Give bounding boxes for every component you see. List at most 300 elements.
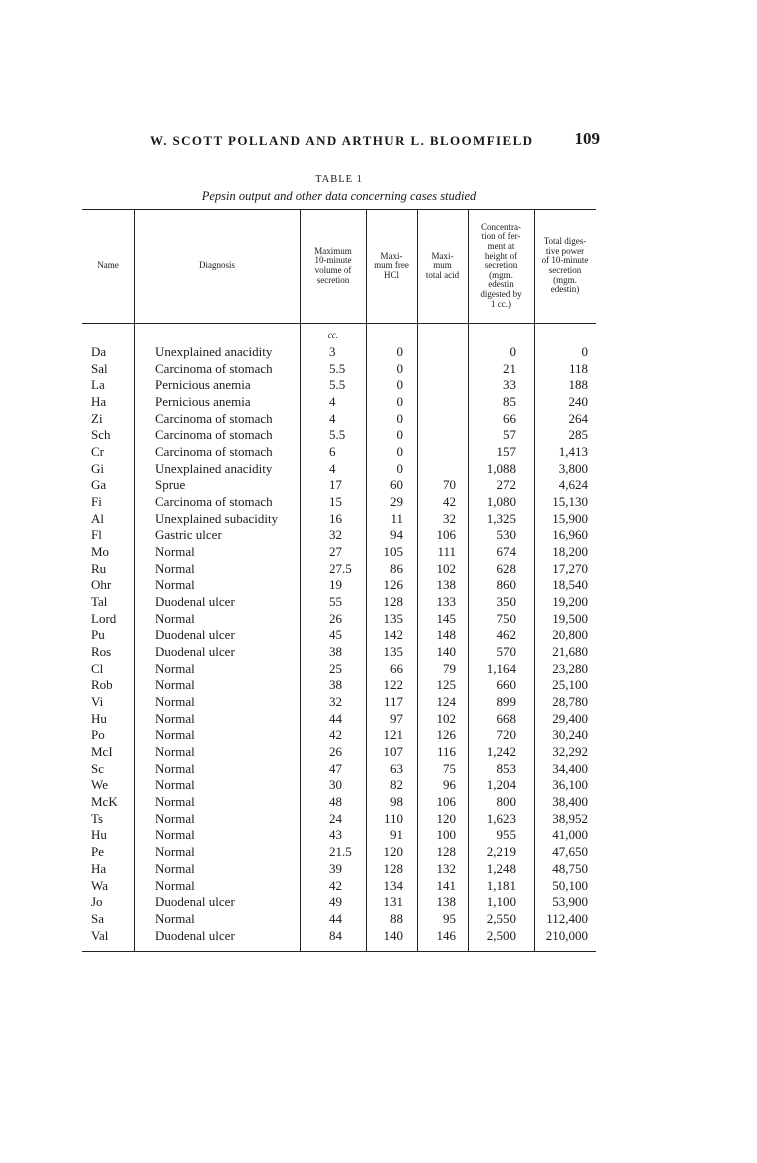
cell-concentration: 1,181	[486, 877, 516, 893]
table-row	[82, 911, 596, 928]
header-line: Maxi-	[380, 250, 403, 261]
cell-free-hcl: 140	[383, 927, 403, 943]
cell-concentration: 1,325	[486, 510, 516, 526]
header-line: tion of fer-	[481, 231, 521, 242]
cell-total-power: 240	[568, 394, 588, 410]
cell-free-hcl: 120	[383, 844, 403, 860]
cell-total-power: 32,292	[552, 744, 588, 760]
cell-diagnosis: Normal	[155, 877, 195, 893]
cell-volume: 42	[329, 727, 342, 743]
cell-total-power: 19,200	[552, 594, 588, 610]
cell-total-power: 38,952	[552, 810, 588, 826]
table-label: TABLE 1	[315, 174, 363, 185]
cell-diagnosis: Normal	[155, 694, 195, 710]
running-head-authors: W. SCOTT POLLAND AND ARTHUR L. BLOOMFIELD	[150, 133, 534, 148]
table-row	[82, 461, 596, 478]
cell-name: Hu	[91, 827, 107, 843]
header-total-power	[534, 209, 596, 323]
table-row	[82, 744, 596, 761]
header-line: of 10-minute	[541, 255, 589, 266]
table-row	[82, 727, 596, 744]
cell-concentration: 2,500	[486, 927, 516, 943]
cell-total-power: 20,800	[552, 627, 588, 643]
cell-diagnosis: Normal	[155, 744, 195, 760]
header-concentration	[468, 209, 534, 323]
cell-free-hcl: 0	[396, 377, 403, 393]
cell-concentration: 1,204	[486, 777, 516, 793]
cell-free-hcl: 82	[390, 777, 403, 793]
cell-free-hcl: 98	[390, 794, 403, 810]
cell-diagnosis: Carcinoma of stomach	[155, 427, 273, 443]
cell-concentration: 674	[496, 544, 516, 560]
cell-free-hcl: 0	[396, 427, 403, 443]
cell-name: Pu	[91, 627, 105, 643]
table-caption: Pepsin output and other data concerning cases studied	[201, 189, 477, 203]
cell-concentration: 530	[496, 527, 516, 543]
cell-name: Val	[91, 927, 109, 943]
cell-diagnosis: Normal	[155, 910, 195, 926]
cell-volume: 27.5	[329, 560, 352, 576]
table-row	[82, 377, 596, 394]
cell-name: Po	[91, 727, 105, 743]
cell-volume: 84	[329, 927, 342, 943]
cell-concentration: 1,242	[486, 744, 516, 760]
cell-total-acid: 42	[443, 494, 456, 510]
cell-name: Ts	[91, 810, 104, 826]
table-row	[82, 477, 596, 494]
cell-free-hcl: 66	[390, 660, 403, 676]
header-line: Name	[97, 260, 119, 271]
header-line: digested by	[480, 288, 522, 299]
cell-concentration: 1,623	[486, 810, 516, 826]
cell-total-acid: 140	[436, 644, 456, 660]
cell-free-hcl: 142	[383, 627, 403, 643]
cell-volume: 26	[329, 744, 342, 760]
cell-name: Sc	[91, 760, 104, 776]
cell-total-acid: 102	[436, 710, 456, 726]
cell-free-hcl: 134	[383, 877, 403, 893]
cell-total-power: 38,400	[552, 794, 588, 810]
cell-total-power: 285	[568, 427, 588, 443]
header-line: tive power	[545, 245, 585, 256]
cell-concentration: 66	[503, 410, 516, 426]
cell-volume: 5.5	[329, 377, 346, 393]
cell-concentration: 660	[496, 677, 516, 693]
cell-concentration: 0	[509, 344, 516, 359]
cell-name: Vi	[91, 694, 104, 710]
cell-total-acid: 146	[436, 927, 456, 943]
header-line: Maximum	[314, 245, 352, 256]
cell-total-acid: 95	[443, 910, 456, 926]
cell-total-power: 4,624	[558, 477, 588, 493]
table-row	[82, 844, 596, 861]
cell-name: Ohr	[91, 577, 112, 593]
cell-total-power: 36,100	[552, 777, 588, 793]
cell-total-acid: 138	[436, 894, 456, 910]
running-head	[150, 131, 600, 151]
cell-free-hcl: 0	[396, 394, 403, 410]
cell-total-power: 210,000	[545, 927, 588, 943]
cell-diagnosis: Duodenal ulcer	[155, 627, 235, 643]
cell-diagnosis: Carcinoma of stomach	[155, 360, 273, 376]
table-row	[82, 361, 596, 378]
cell-name: McK	[91, 794, 118, 810]
cell-concentration: 1,248	[486, 860, 516, 876]
cell-name: Ru	[91, 560, 107, 576]
table-row	[82, 411, 596, 428]
cell-total-acid: 128	[436, 844, 456, 860]
cell-diagnosis: Unexplained anacidity	[155, 344, 273, 359]
table-row	[82, 444, 596, 461]
header-diagnosis	[134, 209, 300, 323]
table-row	[82, 811, 596, 828]
cell-diagnosis: Normal	[155, 677, 195, 693]
cell-name: La	[91, 377, 105, 393]
cell-volume: 4	[329, 394, 336, 410]
cell-free-hcl: 117	[383, 694, 403, 710]
cell-diagnosis: Pernicious anemia	[155, 394, 251, 410]
cell-name: Ha	[91, 860, 107, 876]
cell-total-power: 264	[568, 410, 588, 426]
header-line: edestin	[488, 279, 514, 290]
cell-volume: 39	[329, 860, 342, 876]
cell-diagnosis: Normal	[155, 760, 195, 776]
cell-volume: 15	[329, 494, 342, 510]
cell-volume: 42	[329, 877, 342, 893]
cell-diagnosis: Duodenal ulcer	[155, 894, 235, 910]
cell-free-hcl: 29	[390, 494, 403, 510]
cell-concentration: 853	[496, 760, 516, 776]
cell-total-power: 34,400	[552, 760, 588, 776]
table-row	[82, 627, 596, 644]
cell-total-power: 18,200	[552, 544, 588, 560]
table-row	[82, 694, 596, 711]
cell-diagnosis: Normal	[155, 860, 195, 876]
cell-diagnosis: Normal	[155, 794, 195, 810]
cell-diagnosis: Carcinoma of stomach	[155, 444, 273, 460]
cell-total-power: 28,780	[552, 694, 588, 710]
header-line: volume of	[314, 265, 352, 275]
cell-free-hcl: 131	[383, 894, 403, 910]
cell-free-hcl: 0	[396, 344, 403, 359]
cell-concentration: 668	[496, 710, 516, 726]
cell-total-acid: 141	[436, 877, 456, 893]
cell-diagnosis: Gastric ulcer	[155, 527, 222, 543]
cell-volume: 49	[329, 894, 342, 910]
cell-name: Lord	[91, 610, 117, 626]
cell-total-acid: 96	[443, 777, 456, 793]
cell-free-hcl: 11	[390, 510, 403, 526]
cell-diagnosis: Duodenal ulcer	[155, 644, 235, 660]
cell-total-power: 17,270	[552, 560, 588, 576]
cell-name: Ga	[91, 477, 107, 493]
cell-volume: 38	[329, 644, 342, 660]
cell-total-power: 25,100	[552, 677, 588, 693]
cell-diagnosis: Normal	[155, 610, 195, 626]
cell-free-hcl: 122	[383, 677, 403, 693]
cell-volume: 5.5	[329, 360, 346, 376]
cell-total-acid: 133	[436, 594, 456, 610]
table-header-rule	[82, 323, 596, 324]
cell-total-acid: 32	[443, 510, 456, 526]
cell-concentration: 33	[503, 377, 516, 393]
cell-volume: 27	[329, 544, 342, 560]
cell-free-hcl: 128	[383, 860, 403, 876]
table-row	[82, 527, 596, 544]
table-row	[82, 494, 596, 511]
header-line: ment at	[487, 241, 515, 252]
cell-diagnosis: Normal	[155, 727, 195, 743]
cell-total-power: 112,400	[546, 910, 588, 926]
cell-volume: 47	[329, 760, 342, 776]
cell-total-power: 29,400	[552, 710, 588, 726]
cell-free-hcl: 135	[383, 610, 403, 626]
cell-name: Fi	[91, 494, 102, 510]
cell-name: Ha	[91, 394, 107, 410]
cell-concentration: 628	[496, 560, 516, 576]
table-row	[82, 677, 596, 694]
cell-free-hcl: 0	[396, 360, 403, 376]
header-line: Total diges-	[543, 236, 587, 247]
header-line: total acid	[425, 269, 460, 280]
header-line: secretion	[316, 274, 350, 285]
cell-free-hcl: 60	[390, 477, 403, 493]
cell-name: Sch	[91, 427, 111, 443]
cell-name: Cr	[91, 444, 104, 460]
cell-concentration: 272	[496, 477, 516, 493]
table-row	[82, 644, 596, 661]
cell-name: Jo	[91, 894, 103, 910]
header-line: secretion	[484, 260, 518, 271]
cell-free-hcl: 0	[396, 444, 403, 460]
cell-concentration: 1,080	[486, 494, 516, 510]
cell-total-power: 50,100	[552, 877, 588, 893]
header-line: 10-minute	[314, 255, 352, 266]
cell-total-power: 16,960	[552, 527, 588, 543]
cell-total-power: 48,750	[552, 860, 588, 876]
cell-total-acid: 75	[443, 760, 456, 776]
cell-name: We	[91, 777, 108, 793]
table-row	[82, 344, 596, 361]
header-name	[82, 209, 134, 323]
cell-concentration: 21	[503, 360, 516, 376]
header-line: Diagnosis	[199, 260, 235, 271]
cell-name: Rob	[91, 677, 113, 693]
cell-concentration: 2,219	[486, 844, 516, 860]
cell-total-acid: 125	[436, 677, 456, 693]
cell-free-hcl: 94	[390, 527, 403, 543]
cell-total-acid: 100	[436, 827, 456, 843]
cell-free-hcl: 135	[383, 644, 403, 660]
header-line: height of	[484, 250, 518, 261]
cell-diagnosis: Normal	[155, 544, 195, 560]
cell-volume: 4	[329, 460, 336, 476]
cell-diagnosis: Carcinoma of stomach	[155, 410, 273, 426]
table-row	[82, 861, 596, 878]
cell-volume: 26	[329, 610, 342, 626]
cell-total-acid: 70	[443, 477, 456, 493]
cell-total-power: 3,800	[558, 460, 588, 476]
cell-concentration: 570	[496, 644, 516, 660]
header-line: HCl	[383, 269, 399, 280]
cell-total-power: 47,650	[552, 844, 588, 860]
header-line: edestin)	[550, 284, 580, 295]
cell-volume: 24	[329, 810, 342, 826]
cell-concentration: 720	[496, 727, 516, 743]
cell-volume: 25	[329, 660, 342, 676]
cell-volume: 19	[329, 577, 342, 593]
cell-name: Al	[91, 510, 104, 526]
cell-volume: 32	[329, 694, 342, 710]
header-total-acid	[417, 209, 468, 323]
cell-name: Fl	[91, 527, 102, 543]
cell-name: McI	[91, 744, 113, 760]
cell-volume: 6	[329, 444, 336, 460]
table-row	[82, 794, 596, 811]
table-row	[82, 594, 596, 611]
cell-concentration: 899	[496, 694, 516, 710]
header-line: Concentra-	[481, 221, 521, 232]
cell-total-power: 53,900	[552, 894, 588, 910]
cell-total-power: 21,680	[552, 644, 588, 660]
cell-name: Tal	[91, 594, 108, 610]
header-volume	[300, 209, 366, 323]
cell-diagnosis: Duodenal ulcer	[155, 927, 235, 943]
cell-name: Gi	[91, 460, 104, 476]
cell-diagnosis: Normal	[155, 710, 195, 726]
cell-total-power: 23,280	[552, 660, 588, 676]
cell-diagnosis: Normal	[155, 844, 195, 860]
cell-volume: 16	[329, 510, 342, 526]
cell-free-hcl: 121	[383, 727, 403, 743]
table-row	[82, 611, 596, 628]
cell-total-acid: 145	[436, 610, 456, 626]
cell-volume: 5.5	[329, 427, 346, 443]
cell-total-acid: 79	[443, 660, 456, 676]
cell-concentration: 157	[496, 444, 516, 460]
cell-concentration: 955	[496, 827, 516, 843]
cell-diagnosis: Normal	[155, 560, 195, 576]
cell-total-power: 118	[568, 360, 588, 376]
table-row	[82, 561, 596, 578]
cell-name: Sa	[91, 910, 104, 926]
cell-concentration: 1,164	[486, 660, 516, 676]
cell-free-hcl: 126	[383, 577, 403, 593]
cell-total-acid: 124	[436, 694, 456, 710]
cell-volume: 32	[329, 527, 342, 543]
cell-total-power: 41,000	[552, 827, 588, 843]
cell-diagnosis: Unexplained subacidity	[155, 510, 279, 526]
cell-total-power: 0	[581, 344, 588, 359]
table-row	[82, 577, 596, 594]
cell-concentration: 1,100	[486, 894, 516, 910]
volume-unit: cc.	[327, 330, 339, 340]
page-number: 109	[574, 129, 600, 148]
cell-diagnosis: Unexplained anacidity	[155, 460, 273, 476]
cell-name: Wa	[91, 877, 108, 893]
table-row	[82, 661, 596, 678]
cell-concentration: 1,088	[486, 460, 516, 476]
cell-free-hcl: 97	[390, 710, 403, 726]
cell-volume: 17	[329, 477, 342, 493]
table-row	[82, 878, 596, 895]
cell-diagnosis: Carcinoma of stomach	[155, 494, 273, 510]
cell-total-acid: 148	[436, 627, 456, 643]
cell-name: Pe	[91, 844, 104, 860]
cell-free-hcl: 63	[390, 760, 403, 776]
cell-diagnosis: Normal	[155, 810, 195, 826]
table-row	[82, 827, 596, 844]
cell-total-power: 188	[568, 377, 588, 393]
cell-volume: 48	[329, 794, 342, 810]
cell-free-hcl: 110	[383, 810, 403, 826]
cell-concentration: 860	[496, 577, 516, 593]
cell-volume: 43	[329, 827, 342, 843]
cell-concentration: 85	[503, 394, 516, 410]
cell-free-hcl: 128	[383, 594, 403, 610]
cell-diagnosis: Duodenal ulcer	[155, 594, 235, 610]
cell-volume: 4	[329, 410, 336, 426]
cell-free-hcl: 105	[383, 544, 403, 560]
header-line: Maxi-	[431, 250, 454, 261]
header-line: 1 cc.)	[491, 298, 511, 309]
cell-diagnosis: Normal	[155, 777, 195, 793]
cell-concentration: 750	[496, 610, 516, 626]
cell-total-acid: 132	[436, 860, 456, 876]
cell-volume: 3	[329, 344, 336, 359]
table-row	[82, 928, 596, 945]
cell-volume: 30	[329, 777, 342, 793]
cell-name: Hu	[91, 710, 107, 726]
cell-volume: 21.5	[329, 844, 352, 860]
cell-total-acid: 106	[436, 527, 456, 543]
cell-total-acid: 126	[436, 727, 456, 743]
cell-free-hcl: 88	[390, 910, 403, 926]
cell-total-power: 15,900	[552, 510, 588, 526]
table-row	[82, 394, 596, 411]
cell-name: Cl	[91, 660, 104, 676]
table-row	[82, 427, 596, 444]
cell-name: Sal	[91, 360, 108, 376]
cell-free-hcl: 91	[390, 827, 403, 843]
cell-total-power: 15,130	[552, 494, 588, 510]
cell-volume: 45	[329, 627, 342, 643]
cell-total-power: 18,540	[552, 577, 588, 593]
table-bottom-rule	[82, 951, 596, 952]
cell-concentration: 2,550	[486, 910, 516, 926]
table-row	[82, 544, 596, 561]
cell-volume: 38	[329, 677, 342, 693]
cell-diagnosis: Sprue	[155, 477, 186, 493]
header-line: (mgm.	[489, 269, 513, 280]
cell-total-acid: 111	[437, 544, 456, 560]
cell-total-acid: 138	[436, 577, 456, 593]
cell-diagnosis: Normal	[155, 577, 195, 593]
table-row	[82, 894, 596, 911]
header-line: mum	[433, 260, 452, 271]
table-body	[82, 344, 596, 944]
cell-total-power: 19,500	[552, 610, 588, 626]
cell-total-acid: 106	[436, 794, 456, 810]
cell-free-hcl: 107	[383, 744, 403, 760]
cell-concentration: 350	[496, 594, 516, 610]
cell-name: Da	[91, 344, 107, 359]
table-row	[82, 761, 596, 778]
header-line: (mgm.	[553, 274, 577, 285]
cell-volume: 44	[329, 710, 342, 726]
table-row	[82, 511, 596, 528]
cell-diagnosis: Pernicious anemia	[155, 377, 251, 393]
